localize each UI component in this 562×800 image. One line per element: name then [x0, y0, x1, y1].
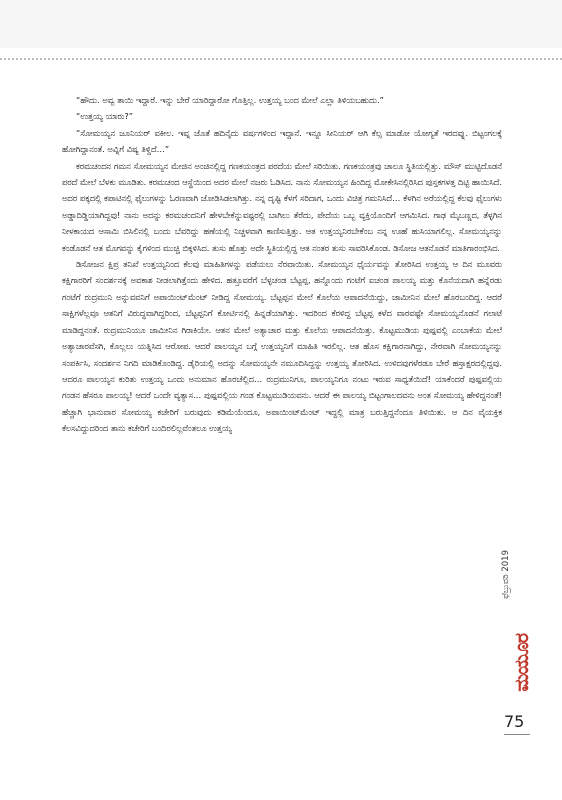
article-body: [62, 92, 502, 437]
paragraph: “ಉತ್ತಯ್ಯ ಯಾರು?”: [76, 111, 133, 122]
magazine-logo: ಮಯೂರ: [511, 634, 533, 692]
paragraph: “ಸೋಮಯ್ಯನ ಜೂನಿಯರ್ ವಕೀಲ. ಇವ್ನ ಜೊತೆ ಹದಿನೈದು ವರ್ಷಗಳಿಂದ ಇದ್ದಾನೆ. ಇನ್ನೂ ಸೀನಿಯರ್ ಆಗಿ ಕೆಲ್ಸ ಮಾಡೋ ಯೋಗ್ಯತೆ ಇರದವ್ನು. ಬಿಟ್ಟಂಗಲಕ್ಕೆ ಹೋಗಿದ್ದಾನಂತೆ. ಅವ್ನಿಗೆ ವಿಷ್ಯ ತಿಳ್ದಿದೆ…”: [62, 127, 502, 155]
paragraph: ಕರಮಚಂದನ ಗಮನ ಸೋಮಯ್ಯನ ಮೇಜಿನ ಅಂಚಿನಲ್ಲಿದ್ದ ಗಣಕಯಂತ್ರದ ಪರದೆಯ ಮೇಲೆ ಸರಿಯಿತು. ಗಣಕಯಂತ್ರವು ಚಾಲೂ ಸ್ಥಿತಿಯಲ್ಲಿತ್ತು. ಮೌಸ್ ಮುಟ್ಟಿದೊಡನೆ ಪರದೆ ಮೇಲೆ ಬೆಳಕು ಮೂಡಿತು. ಕರಮಚಂದ ಆಸ್ಥೆಯಿಂದ ಅದರ ಮೇಲೆ ನಜರು ಓಡಿಸಿದ. ನಾನು ಸೋಮಯ್ಯನ ಹಿಂದಿದ್ದ ಮೋಕೇಸಿನಲ್ಲಿರಿಸಿದ ಪುಸ್ತಕಗಳತ್ತ ದಿಟ್ಟಿ ಹಾಯಿಸಿದೆ. ಅದರ ಪಕ್ಕದಲ್ಲಿ ಕಪಾಟಿನಲ್ಲಿ ಫೈಲುಗಳನ್ನು ಓರಣವಾಗಿ ಜೋಡಿಸಿಡಲಾಗಿತ್ತು. ನನ್ನ ದೃಷ್ಟಿ ಕೆಳಗೆ ಸರಿದಾಗ, ಒಂದು ವಿಚಿತ್ರ ಗಮನಿಸಿದೆ… ಕೆಳಗಿನ ಅರೆಯಲ್ಲಿದ್ದ ಕೆಲವು ಫೈಲುಗಳು ಅಡ್ಡಾದಿಡ್ಡಿಯಾಗಿದ್ದವು! ನಾನು ಅದನ್ನು ಕರಮಚಂದನಿಗೆ ಹೇಳಬೇಕೆನ್ನುವಷ್ಟರಲ್ಲಿ ಬಾಗಿಲು ತೆರೆದು, ಪೇದೆಯ ಒಬ್ಬ ವ್ಯಕ್ತಿಯೊಂದಿಗೆ ಆಗಮಿಸಿದ. ಗಾಢ ಮೈಬಣ್ಣದ, ತೆಳ್ಳಗಿನ ನೀಳಕಾಯದ ಆಸಾಮಿ ಬಿಸಿಲಿನಲ್ಲಿ ಬಂದು ಬೆವರಿದ್ದು ಹಣೆಯಲ್ಲಿ ನಿಚ್ಚಳವಾಗಿ ಕಾಣಿಸುತ್ತಿತ್ತು. ಆತ ಉತ್ತಯ್ಯನಿರಬೇಕೆಂಬ ನನ್ನ ಊಹೆ ಹುಸಿಯಾಗಲಿಲ್ಲ. ಸೋಮಯ್ಯನನ್ನು ಕಂಡೊಡನೆ ಆತ ಮೊಗವನ್ನು ಕೈಗಳಿಂದ ಮುಚ್ಚಿ ಬಿಕ್ಕಳಿಸಿದ. ತುಸು ಹೊತ್ತು ಅದೇ ಸ್ಥಿತಿಯಲ್ಲಿದ್ದ ಆತ ನಂತರ ತುಸು ಸಾವರಿಸಿಕೊಂಡ. ಡಿಸೋಜ ಆತನೊಡನೆ ಮಾತಿಗಾರಂಭಿಸಿದ.: [62, 160, 502, 253]
dotted-divider: [0, 58, 562, 60]
paragraph: ಡಿಸೋಜನ ಕ್ಷಿಪ್ರ ತನಿಖೆ ಉತ್ತಯ್ಯನಿಂದ ಕೆಲವು ಮಾಹಿತಿಗಳನ್ನು ಪಡೆಯಲು ನೆರವಾಯಿತು. ಸೋಮಯ್ಯನ ಧೈರ್ಯವನ್ನು ತೋರಿಸಿದ ಉತ್ತಯ್ಯ ಆ ದಿನ ಮೂವರು ಕಕ್ಷಿಗಾರರಿಗೆ ಸಂದರ್ಶನಕ್ಕೆ ಅವಕಾಶ ನೀಡಲಾಗಿತ್ತೆಂದು ಹೇಳಿದ. ಹತ್ತೂವರೆಗೆ ಬೆಳ್ಳಚಂಡ ಬೆಟ್ಟಪ್ಪ, ಹನ್ನೊಂದು ಗಂಟೆಗೆ ಐಚಂಡ ಪಾಲಯ್ಯ ಮತ್ತು ಕೊನೆಯದಾಗಿ ಹನ್ನೆರಡು ಗಂಟೆಗೆ ರುದ್ರಮುನಿ ಅನ್ನುವವನಿಗೆ ಅಪಾಯಿಂಟ್‌ಮೆಂಟ್ ನೀಡಿದ್ದ ಸೋಮಯ್ಯ. ಬೆಟ್ಟಪ್ಪನ ಮೇಲೆ ಕೊಲೆಯ ಆಪಾದನೆಯಿದ್ದು, ಜಾಮೀನಿನ ಮೇಲೆ ಹೊರಬಂದಿದ್ದ. ಆದರೆ ಸಾಕ್ಷಿಗಳೆಲ್ಲವೂ ಆತನಿಗೆ ವಿರುದ್ಧವಾಗಿದ್ದರಿಂದ, ಬೆಟ್ಟಪ್ಪನಿಗೆ ಕೋರ್ಟಿನಲ್ಲಿ ಹಿನ್ನಡೆಯಾಗಿತ್ತು. ಇದರಿಂದ ಕೆರಳಿದ್ದ ಬೆಟ್ಟಪ್ಪ ಕಳೆದ ವಾರವಷ್ಟೇ ಸೋಮಯ್ಯನೊಡನೆ ಗಲಾಟೆ ಮಾಡಿದ್ದನಂತೆ. ರುದ್ರಮುನಿಯೂ ಜಾಮೀನಿನ ಗಿರಾಕಿಯೇ. ಆತನ ಮೇಲೆ ಅತ್ಯಾಚಾರ ಮತ್ತು ಕೊಲೆಯ ಆಪಾದನೆಯಿತ್ತು. ಕೊಟ್ಟಮುಡಿಯ ಪುಷ್ಪವಲ್ಲಿ ಎಂಬಾಕೆಯ ಮೇಲೆ ಅತ್ಯಾಚಾರವೆಸಗಿ, ಕೊಲ್ಲಲು ಯತ್ನಿಸಿದ ಆರೋಪ. ಆದರೆ ಪಾಲಯ್ಯನ ಬಗ್ಗೆ ಉತ್ತಯ್ಯನಿಗೆ ಮಾಹಿತಿ ಇರಲಿಲ್ಲ. ಆತ ಹೊಸ ಕಕ್ಷಿಗಾರನಾಗಿದ್ದು, ನೇರವಾಗಿ ಸೋಮಯ್ಯನನ್ನು ಸಂಪರ್ಕಿಸಿ, ಸಂದರ್ಶನ ನಿಗದಿ ಮಾಡಿಕೊಂಡಿದ್ದ. ಡೈರಿಯಲ್ಲಿ ಅದನ್ನು ಸೋಮಯ್ಯನೇ ನಮೂದಿಸಿದ್ದನ್ನು ಉತ್ತಯ್ಯ ತೋರಿಸಿದ. ಉಳಿದವುಗಳೆರಡೂ ಬೇರೆ ಹಸ್ತಾಕ್ಷರದಲ್ಲಿದ್ದವು. ಆದರೂ ಪಾಲಯ್ಯನ ಕುರಿತು ಉತ್ತಯ್ಯ ಒಂದು ಅನುಮಾನ ಹೊರಚೆಲ್ಲಿದ… ರುದ್ರಮುನಿಗೂ, ಪಾಲಯ್ಯನಿಗೂ ನಂಟು ಇರುವ ಸಾಧ್ಯತೆಯಿದೆ! ಯಾಕೆಂದರೆ ಪುಷ್ಪವಲ್ಲಿಯ ಗಂಡನ ಹೆಸರೂ ಪಾಲಯ್ಯ! ಆದರೆ ಒಂದೇ ವ್ಯತ್ಯಾಸ… ಪುಷ್ಪವಲ್ಲಿಯ ಗಂಡ ಕೊಟ್ಟಮುಡಿಯವನು. ಆದರೆ ಈ ಪಾಲಯ್ಯ ಬಿಟ್ಟಂಗಾಲದವನು ಅಂತ ಸೋಮಯ್ಯ ಹೇಳಿದ್ದನಂತೆ! ಹೆಚ್ಚಾಗಿ ಭಾನುವಾರ ಸೋಮಯ್ಯ ಕಚೇರಿಗೆ ಬರುವುದು ಕಡಿಮೆಯೆಂದೂ, ಅಪಾಯಿಂಟ್‌ಮೆಂಟ್ ಇದ್ದಲ್ಲಿ ಮಾತ್ರ ಬರುತ್ತಿದ್ದನೆಂದೂ ತಿಳಿಯಿತು. ಆ ದಿನ ವೈಯಕ್ತಿಕ ಕೆಲಸವಿದ್ದುದರಿಂದ ತಾನು ಕಚೇರಿಗೆ ಬಂದಿರಲಿಲ್ಲವೆಂತಲೂ ಉತ್ತಯ್ಯ: [62, 259, 502, 434]
issue-date: ಫೆಬ್ರುವರಿ 2019: [501, 550, 511, 599]
page-number: 75: [504, 712, 525, 731]
top-margin-band: [0, 0, 562, 48]
page-number-rule: [504, 734, 530, 735]
paragraph: “ಹೌದು. ಅವ್ವ ತಾಯಿ ಇದ್ದಾರೆ. ಇನ್ನು ಬೇರೆ ಯಾರಿದ್ದಾರೋ ಗೊತ್ತಿಲ್ಲ. ಉತ್ತಯ್ಯ ಬಂದ ಮೇಲೆ ಎಲ್ಲಾ ತಿಳಿಯಬಹುದು.”: [76, 95, 384, 105]
